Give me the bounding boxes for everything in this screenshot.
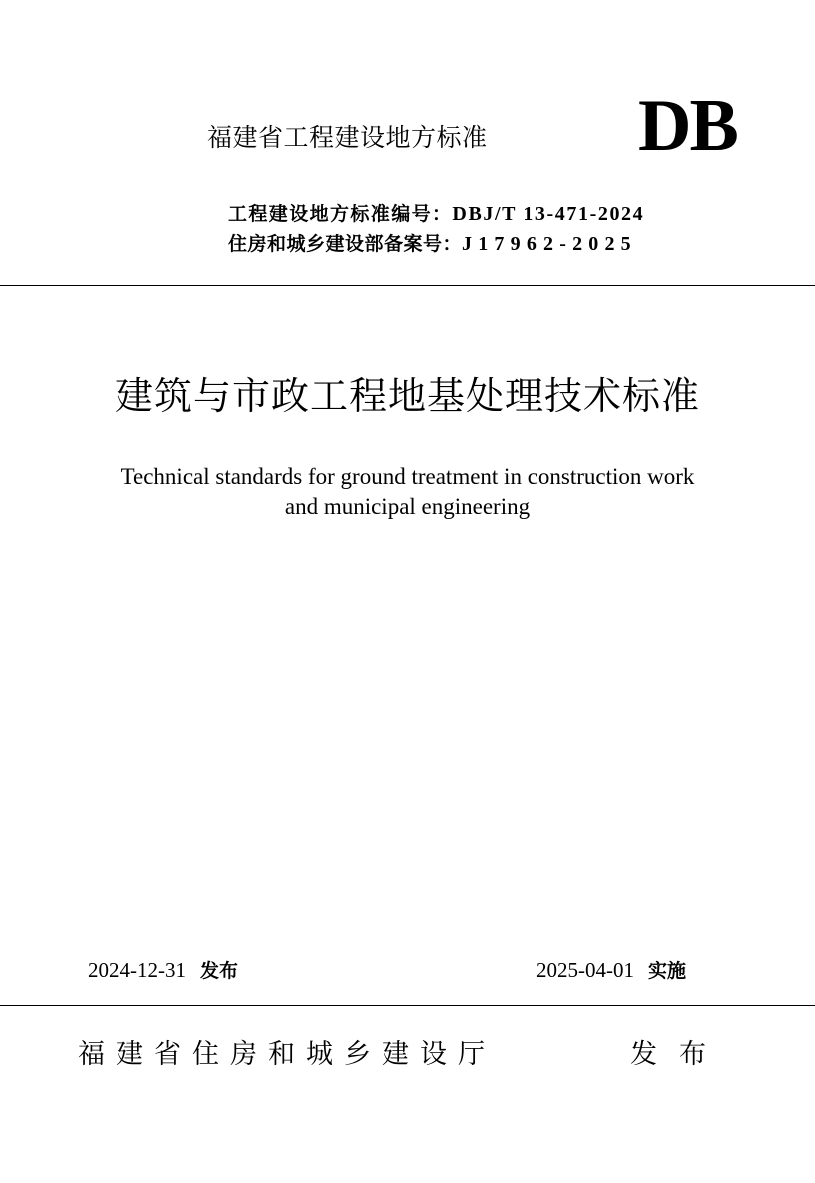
standard-number-row: [228, 200, 644, 228]
agency-standard-title: 福建省工程建设地方标准: [207, 123, 488, 152]
top-divider: [0, 285, 815, 286]
effective-date: 2025-04-01: [536, 958, 634, 982]
standard-number: DBJ/T 13-471-2024: [452, 203, 645, 225]
record-number: J17962-2025: [462, 233, 637, 255]
db-mark: DB: [638, 85, 737, 167]
record-number-row: [228, 230, 637, 258]
effective-label: 实施: [648, 960, 687, 982]
bottom-divider: [0, 1005, 815, 1006]
effective-date-line: [536, 955, 686, 986]
chinese-title: 建筑与市政工程地基处理技术标准: [114, 374, 700, 418]
english-title-line-1: Technical standards for ground treatment in construction work: [120, 464, 695, 489]
issue-date-line: [88, 955, 238, 986]
english-title-line-2: and municipal engineering: [284, 494, 531, 519]
issue-date: 2024-12-31: [88, 958, 186, 982]
publisher-name: 福建省住房和城乡建设厅: [78, 1039, 496, 1070]
record-number-label: 住房和城乡建设部备案号：: [228, 233, 463, 255]
standard-number-label: 工程建设地方标准编号：: [228, 203, 453, 225]
issue-label: 发布: [200, 960, 239, 982]
publish-word: 发布: [630, 1039, 728, 1070]
